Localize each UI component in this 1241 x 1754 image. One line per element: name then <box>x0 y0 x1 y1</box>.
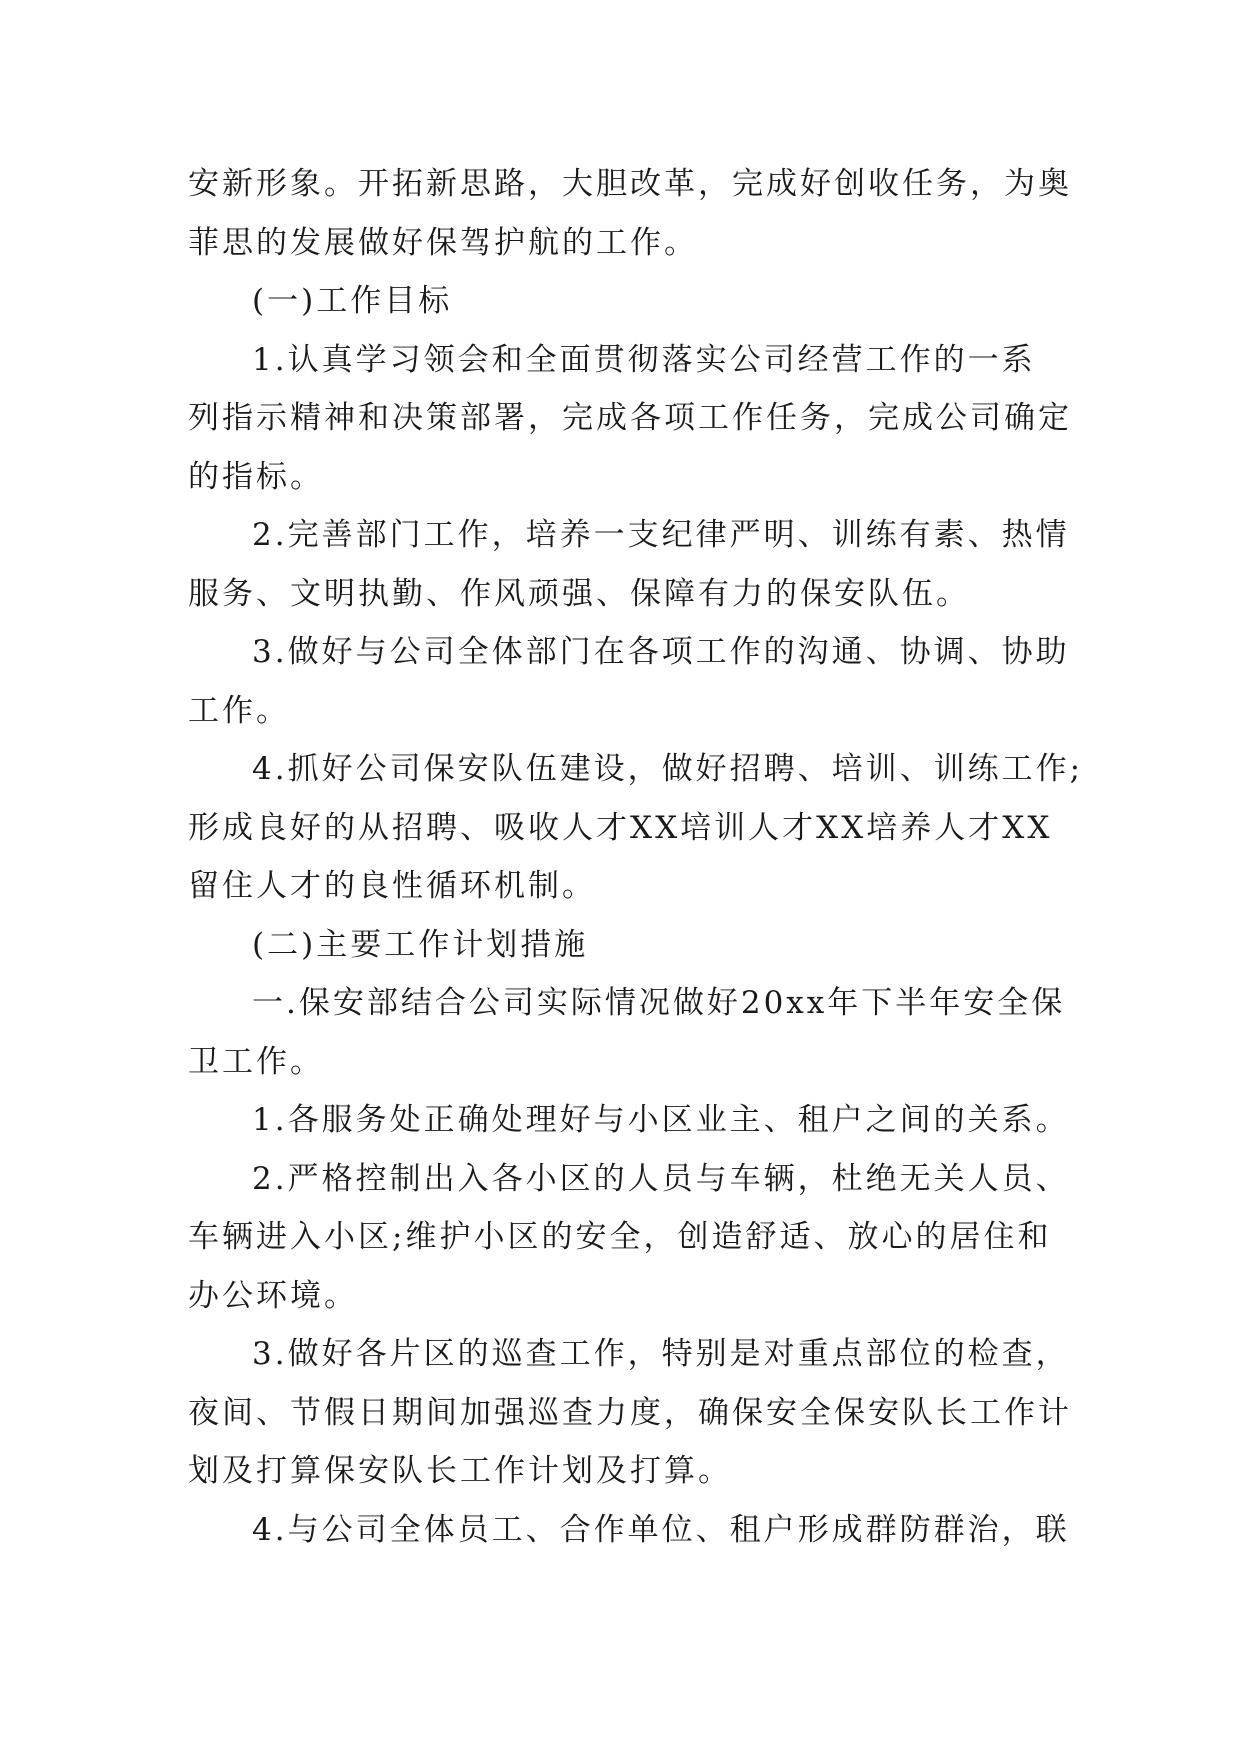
paragraph-line: 菲思的发展做好保驾护航的工作。 <box>188 224 698 261</box>
document-body <box>188 155 1084 1559</box>
paragraph-line: 列指示精神和决策部署，完成各项工作任务，完成公司确定 <box>188 400 1072 436</box>
paragraph-line: 的指标。 <box>188 458 324 495</box>
section-heading-measures: (二)主要工作计划措施 <box>252 926 589 963</box>
paragraph-line: 形成良好的从招聘、吸收人才XX培训人才XX培养人才XX <box>188 809 1053 846</box>
paragraph-line: 办公环境。 <box>188 1277 358 1314</box>
list-item-line: 一.保安部结合公司实际情况做好20xx年下半年安全保 <box>252 985 1066 1021</box>
paragraph-line: 工作。 <box>188 692 290 729</box>
section-heading-goals: (一)工作目标 <box>252 283 453 319</box>
list-item-line: 2.严格控制出入各小区的人员与车辆，杜绝无关人员、 <box>252 1160 1070 1197</box>
paragraph-line: 留住人才的良性循环机制。 <box>188 868 596 904</box>
paragraph-line: 卫工作。 <box>188 1043 324 1080</box>
paragraph-line: 夜间、节假日期间加强巡查力度，确保安全保安队长工作计 <box>188 1394 1072 1431</box>
paragraph-line: 服务、文明执勤、作风顽强、保障有力的保安队伍。 <box>188 575 970 612</box>
list-item-line: 1.各服务处正确处理好与小区业主、租户之间的关系。 <box>252 1102 1070 1138</box>
list-item-line: 3.做好与公司全体部门在各项工作的沟通、协调、协助 <box>252 634 1070 670</box>
paragraph-line: 划及打算保安队长工作计划及打算。 <box>188 1453 732 1489</box>
list-item-line: 4.与公司全体员工、合作单位、租户形成群防群治，联 <box>252 1511 1070 1548</box>
list-item-line: 4.抓好公司保安队伍建设，做好招聘、培训、训练工作; <box>252 751 1084 787</box>
paragraph-line: 安新形象。开拓新思路，大胆改革，完成好创收任务，为奥 <box>188 166 1072 202</box>
list-item-line: 2.完善部门工作，培养一支纪律严明、训练有素、热情 <box>252 517 1070 553</box>
list-item-line: 3.做好各片区的巡查工作，特别是对重点部位的检查， <box>252 1336 1070 1372</box>
paragraph-line: 车辆进入小区;维护小区的安全，创造舒适、放心的居住和 <box>188 1219 1052 1255</box>
list-item-line: 1.认真学习领会和全面贯彻落实公司经营工作的一系 <box>252 341 1036 378</box>
